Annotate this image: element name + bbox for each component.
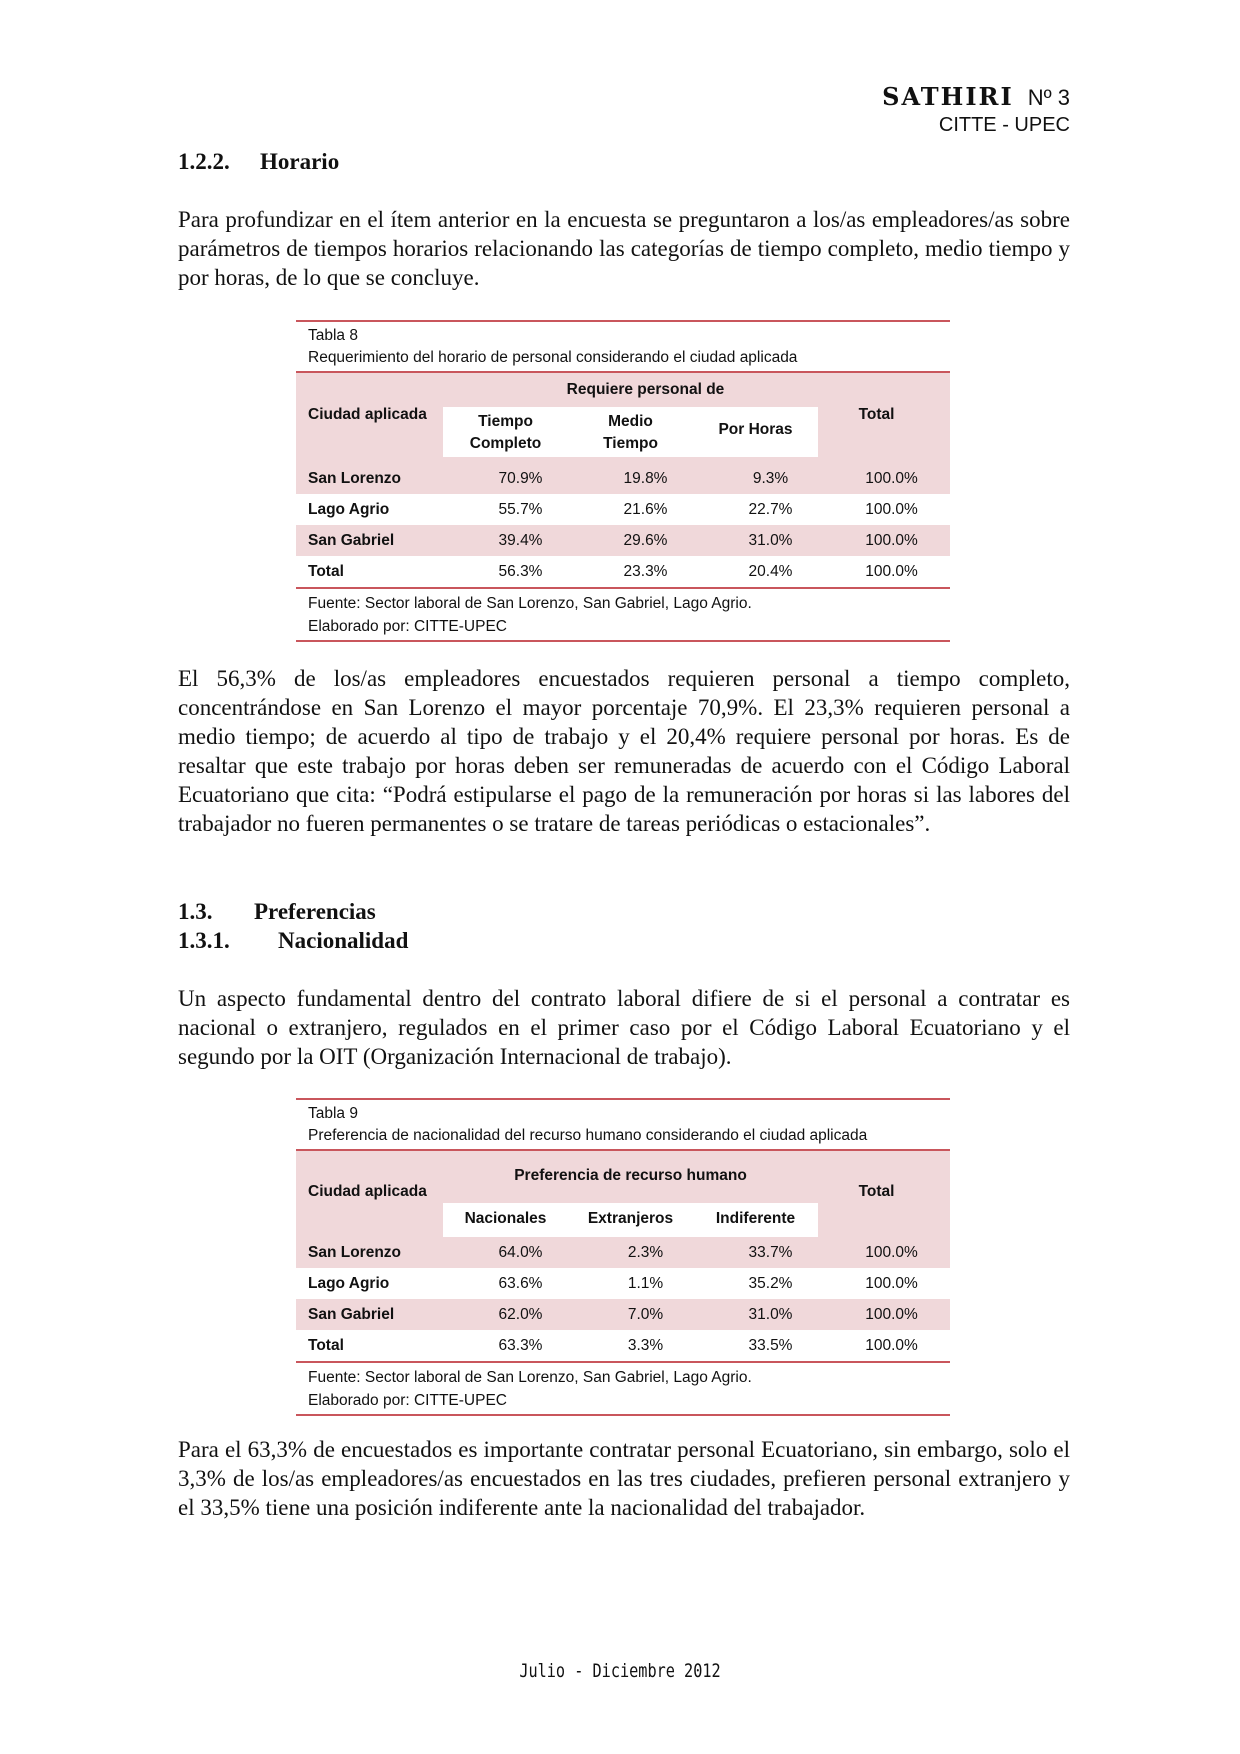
row-value: 62.0% — [498, 1305, 543, 1323]
section-title: Preferencias — [254, 899, 376, 924]
paragraph-intro-nacionalidad — [178, 984, 1070, 1071]
section-heading-preferencias — [178, 897, 376, 926]
issue-number: Nº 3 — [1027, 85, 1070, 110]
row-total: 100.0% — [865, 1274, 918, 1292]
header-group: Requiere personal de — [566, 381, 725, 398]
row-value: 23.3% — [623, 562, 668, 580]
row-city: Total — [308, 562, 344, 580]
table-row — [296, 463, 950, 494]
section-number: 1.2.2. — [178, 149, 230, 174]
paragraph-text: Para el 63,3% de encuestados es importante contratar personal Ecuatoriano, sin embargo, solo el 3,3% de los/as empleadores/as encuestados en las tres ciudades, prefieren personal extranjero y el 33,5% tiene una posición indiferente ante la nacionalidad del trabajador. — [178, 1437, 1070, 1520]
header-col-a: Nacionales — [464, 1210, 547, 1227]
row-city: Total — [308, 1336, 344, 1354]
row-value: 33.5% — [748, 1336, 793, 1354]
table-8 — [296, 320, 950, 642]
row-value: 64.0% — [498, 1243, 543, 1261]
header-city: Ciudad aplicada — [308, 1183, 427, 1200]
row-value: 63.3% — [498, 1336, 543, 1354]
paragraph-text: Para profundizar en el ítem anterior en la encuesta se preguntaron a los/as empleadores/as sobre parámetros de tiempos horarios relacionando las categorías de tiempo completo, medio tiempo y por horas, de lo que se concluye. — [178, 207, 1070, 290]
row-value: 22.7% — [748, 500, 793, 518]
row-total: 100.0% — [865, 531, 918, 549]
row-value: 29.6% — [623, 531, 668, 549]
table-caption — [296, 320, 950, 371]
section-heading-horario — [178, 147, 339, 176]
page-footer-date: Julio - Diciembre 2012 — [519, 1660, 721, 1682]
row-value: 7.0% — [627, 1305, 664, 1323]
row-value: 55.7% — [498, 500, 543, 518]
journal-brand: SATHIRI — [882, 82, 1014, 111]
header-col-c: Por Horas — [718, 421, 793, 438]
row-total: 100.0% — [865, 1336, 918, 1354]
row-total: 100.0% — [865, 1243, 918, 1261]
table-grid — [296, 1149, 950, 1363]
table-author: Elaborado por: CITTE-UPEC — [308, 618, 507, 635]
header-total: Total — [858, 1183, 895, 1200]
table-row-total — [296, 556, 950, 587]
row-value: 31.0% — [748, 1305, 793, 1323]
table-source: Fuente: Sector laboral de San Lorenzo, San Gabriel, Lago Agrio. — [308, 595, 752, 612]
row-value: 39.4% — [498, 531, 543, 549]
paragraph-analysis-horario — [178, 664, 1070, 838]
table-row-total — [296, 1330, 950, 1361]
table-row — [296, 525, 950, 556]
header-group: Preferencia de recurso humano — [514, 1167, 747, 1184]
row-value: 70.9% — [498, 469, 543, 487]
table-header — [296, 373, 950, 463]
table-source: Fuente: Sector laboral de San Lorenzo, San Gabriel, Lago Agrio. — [308, 1369, 752, 1386]
section-heading-nacionalidad — [178, 926, 408, 955]
section-number: 1.3.1. — [178, 928, 230, 953]
row-value: 21.6% — [623, 500, 668, 518]
header-subcolumns — [443, 1203, 818, 1237]
header-col-b: Medio Tiempo — [603, 413, 658, 452]
table-title: Preferencia de nacionalidad del recurso humano considerando el ciudad aplicada — [308, 1127, 868, 1144]
table-9 — [296, 1098, 950, 1416]
section-number: 1.3. — [178, 899, 213, 924]
row-value: 35.2% — [748, 1274, 793, 1292]
row-city: San Lorenzo — [308, 469, 402, 487]
row-value: 20.4% — [748, 562, 793, 580]
row-value: 33.7% — [748, 1243, 793, 1261]
header-col-c: Indiferente — [715, 1210, 796, 1227]
table-row — [296, 1268, 950, 1299]
organization-name: CITTE - UPEC — [938, 114, 1070, 136]
row-value: 2.3% — [627, 1243, 664, 1261]
row-value: 19.8% — [623, 469, 668, 487]
paragraph-text: Un aspecto fundamental dentro del contrato laboral difiere de si el personal a contratar es nacional o extranjero, regulados en el primer caso por el Código Laboral Ecuatoriano y el segundo por la OIT (Organización Internacional de trabajo). — [178, 986, 1070, 1069]
row-city: San Gabriel — [308, 1305, 395, 1323]
table-row — [296, 1237, 950, 1268]
paragraph-intro-horario — [178, 205, 1070, 292]
header-total: Total — [858, 406, 895, 423]
row-city: Lago Agrio — [308, 1274, 390, 1292]
table-grid — [296, 371, 950, 589]
row-total: 100.0% — [865, 469, 918, 487]
table-label: Tabla 9 — [308, 1105, 358, 1122]
row-value: 63.6% — [498, 1274, 543, 1292]
row-value: 31.0% — [748, 531, 793, 549]
paragraph-analysis-nacionalidad — [178, 1435, 1070, 1522]
table-caption — [296, 1098, 950, 1149]
table-author: Elaborado por: CITTE-UPEC — [308, 1392, 507, 1409]
table-footnote — [296, 1363, 950, 1416]
header-col-b: Extranjeros — [587, 1210, 674, 1227]
header-city: Ciudad aplicada — [308, 406, 427, 423]
paragraph-text: El 56,3% de los/as empleadores encuestados requieren personal a tiempo completo, concentrándose en San Lorenzo el mayor porcentaje 70,9%. El 23,3% requieren personal a medio tiempo; de acuerdo al tipo de trabajo y el 20,4% requiere personal por horas. Es de resaltar que este trabajo por horas deben ser remuneradas de acuerdo con el Código Laboral Ecuatoriano que cita: “Podrá estipularse el pago de la remuneración por horas si las labores del trabajador no fueren permanentes o se tratare de tareas periódicas o estacionales”. — [178, 666, 1070, 836]
row-total: 100.0% — [865, 562, 918, 580]
header-subcolumns — [443, 407, 818, 457]
row-city: Lago Agrio — [308, 500, 390, 518]
table-footnote — [296, 589, 950, 642]
row-value: 56.3% — [498, 562, 543, 580]
row-value: 1.1% — [627, 1274, 664, 1292]
table-label: Tabla 8 — [308, 327, 358, 344]
row-value: 3.3% — [627, 1336, 664, 1354]
table-header — [296, 1151, 950, 1237]
row-total: 100.0% — [865, 500, 918, 518]
table-row — [296, 1299, 950, 1330]
page-header — [882, 84, 1070, 139]
section-title: Horario — [260, 149, 340, 174]
header-col-a: Tiempo Completo — [469, 413, 542, 452]
section-title: Nacionalidad — [278, 928, 409, 953]
row-total: 100.0% — [865, 1305, 918, 1323]
row-city: San Lorenzo — [308, 1243, 402, 1261]
row-value: 9.3% — [752, 469, 789, 487]
table-title: Requerimiento del horario de personal considerando el ciudad aplicada — [308, 349, 798, 366]
table-row — [296, 494, 950, 525]
row-city: San Gabriel — [308, 531, 395, 549]
